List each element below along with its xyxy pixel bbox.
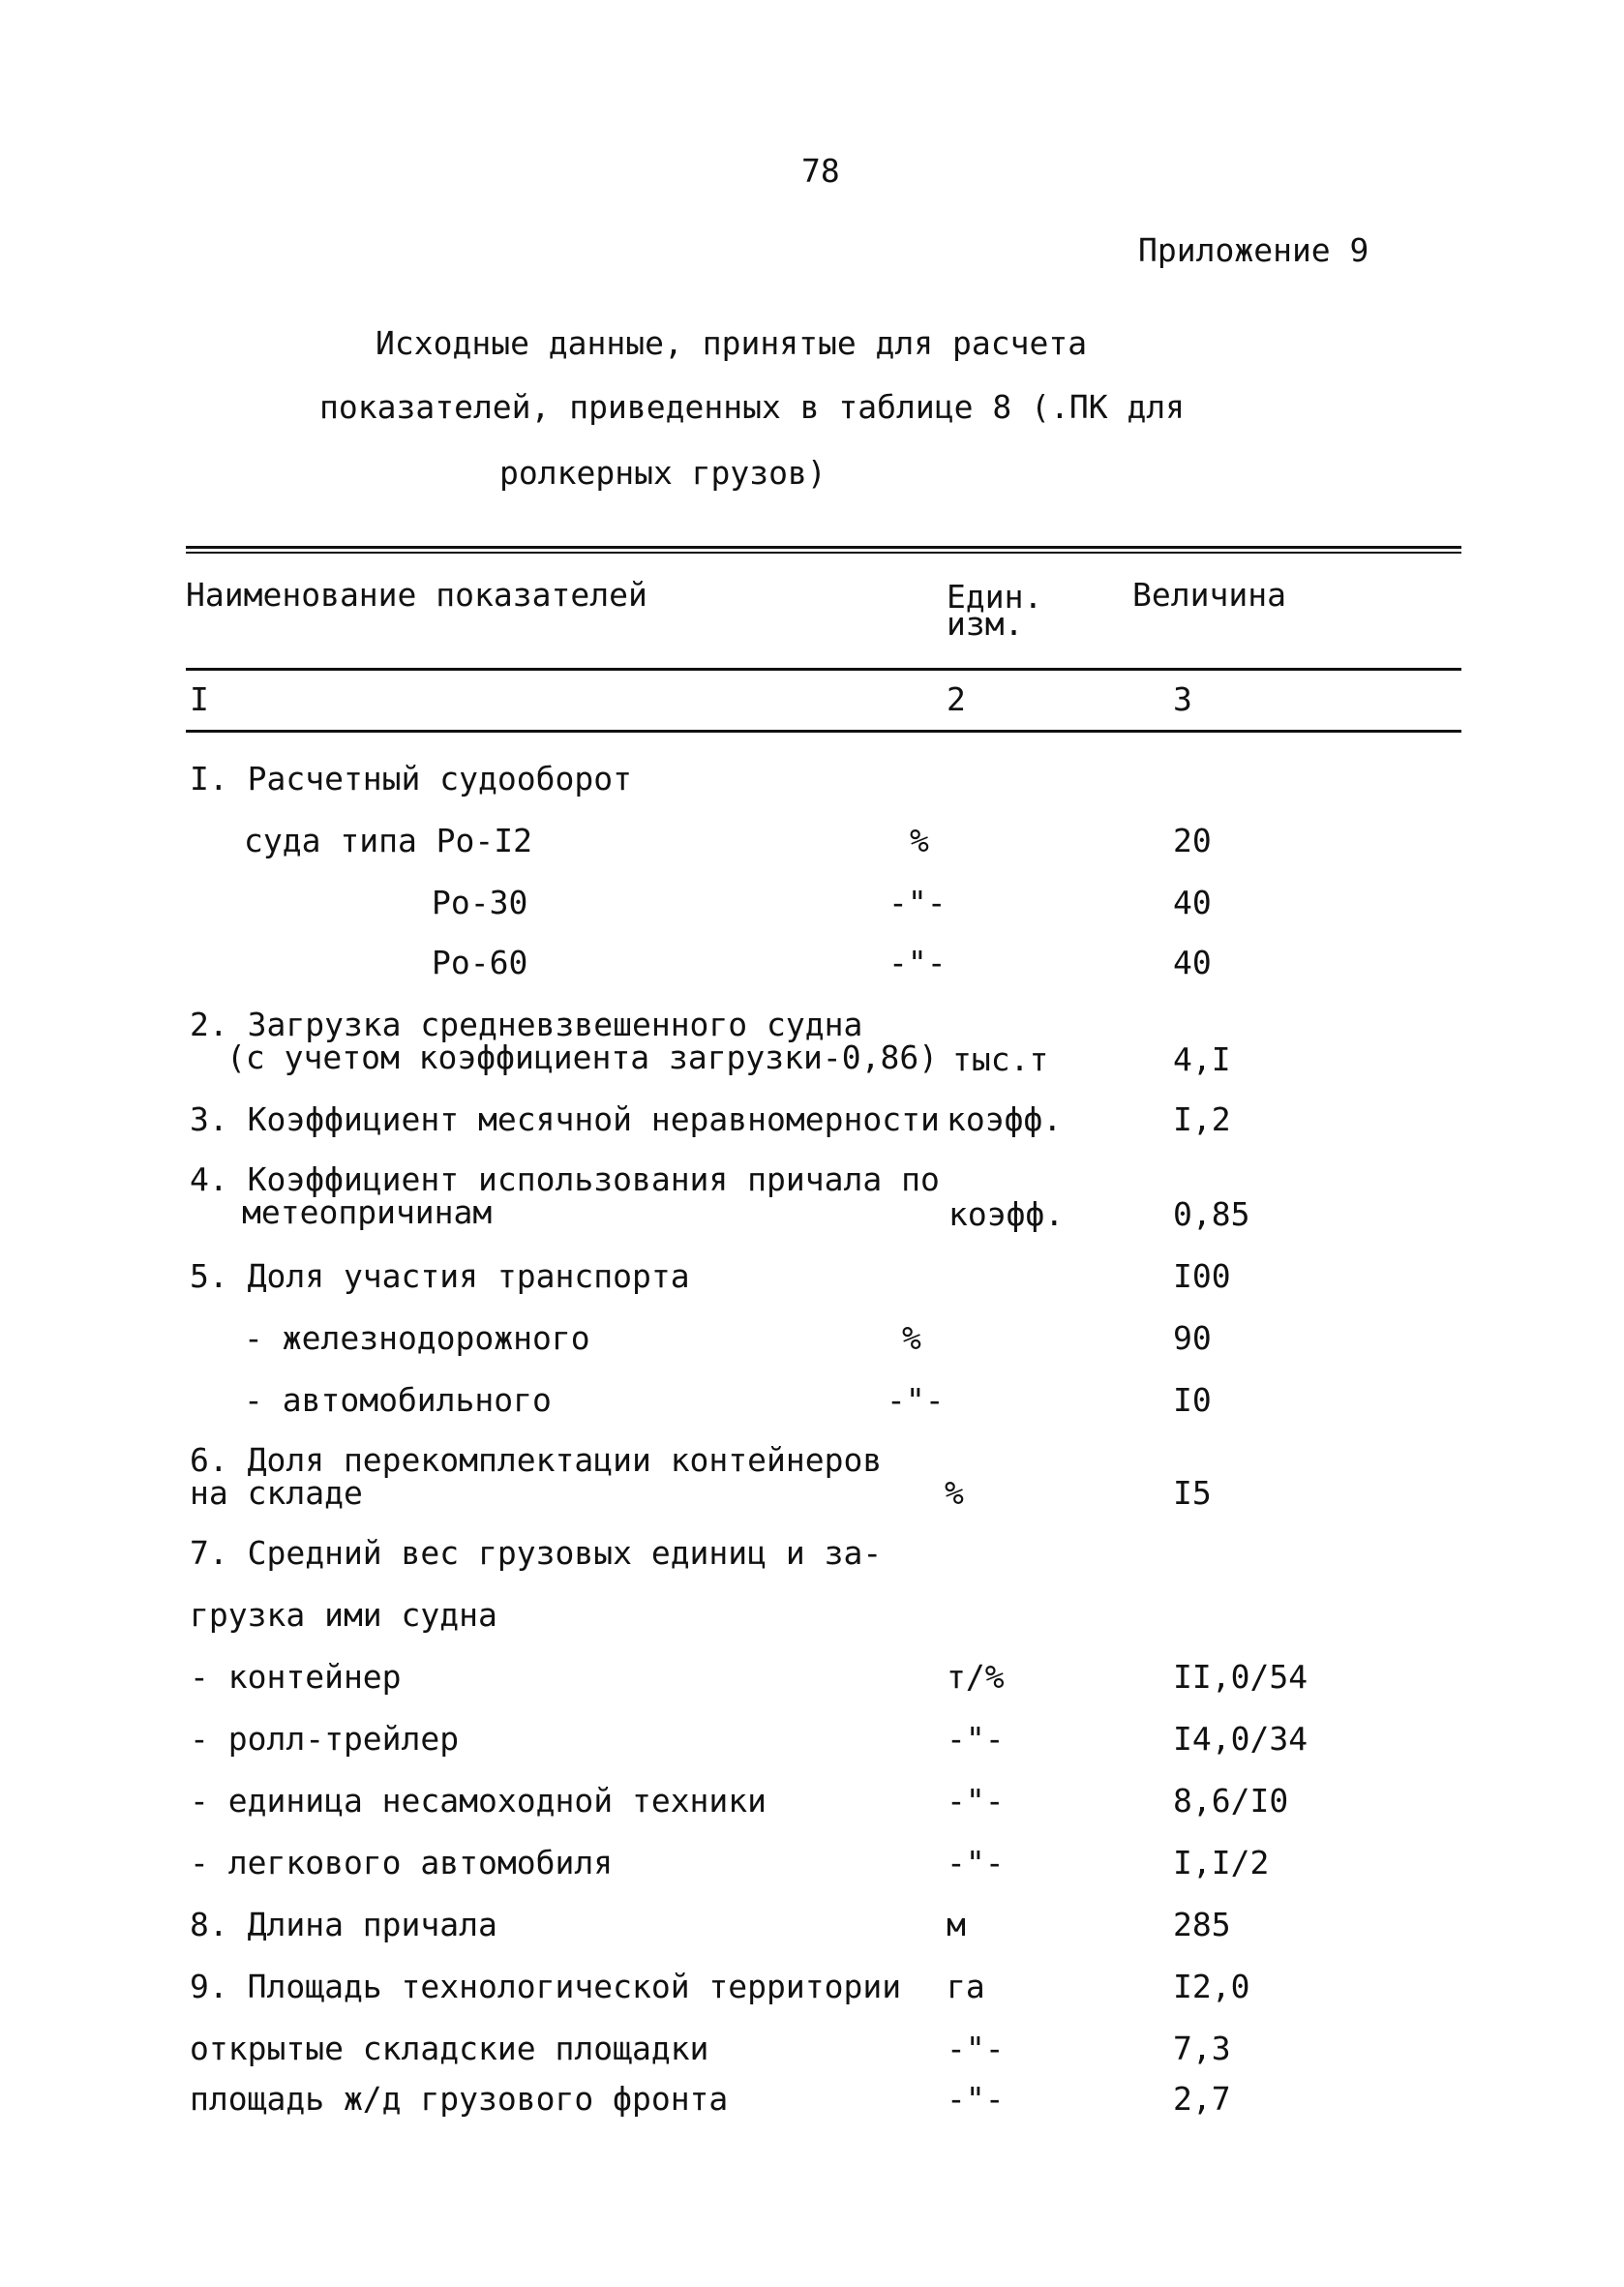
header-unit-line2: изм. xyxy=(947,605,1024,643)
row-9-unit: % xyxy=(902,1319,921,1357)
row-17-unit: -"- xyxy=(947,1844,1005,1881)
row-11-name-line2: на складе xyxy=(190,1474,363,1512)
title-line-1: Исходные данные, принятые для расчета xyxy=(376,324,1088,362)
row-15-value: I4,0/34 xyxy=(1173,1720,1308,1758)
row-21-name: площадь ж/д грузового фронта xyxy=(190,2080,729,2118)
row-4-name: Ро-60 xyxy=(432,944,528,981)
row-1-name: I. Расчетный судооборот xyxy=(190,760,632,797)
row-17-name: - легкового автомобиля xyxy=(190,1844,614,1881)
row-7-name: 4. Коэффициент использования причала по xyxy=(190,1160,940,1198)
row-19-value: I2,0 xyxy=(1173,1968,1250,2005)
row-16-name: - единица несамоходной техники xyxy=(190,1782,767,1820)
row-5-value: 4,I xyxy=(1173,1040,1231,1078)
row-2-unit: % xyxy=(910,822,929,859)
row-10-unit: -"- xyxy=(887,1381,945,1419)
row-4-value: 40 xyxy=(1173,944,1212,981)
row-18-unit: м xyxy=(947,1906,966,1943)
col-number-bottom-rule xyxy=(186,730,1461,733)
row-4-unit: -"- xyxy=(888,944,947,981)
row-18-name: 8. Длина причала xyxy=(190,1906,497,1943)
row-9-name: - железнодорожного xyxy=(244,1319,590,1357)
row-3-name: Ро-30 xyxy=(432,884,528,921)
row-5-name: 2. Загрузка средневзвешенного судна xyxy=(190,1006,863,1043)
row-5-unit: тыс.т xyxy=(952,1040,1049,1078)
row-5-name-line2: (с учетом коэффициента загрузки-0,86) xyxy=(226,1038,939,1076)
header-value: Величина xyxy=(1132,576,1286,614)
row-11-value: I5 xyxy=(1173,1474,1212,1512)
row-19-name: 9. Площадь технологической территории xyxy=(190,1968,902,2005)
row-6-unit: коэфф. xyxy=(947,1100,1063,1138)
row-11-name: 6. Доля перекомплектации контейнеров xyxy=(190,1441,883,1479)
row-15-unit: -"- xyxy=(947,1720,1005,1758)
row-20-value: 7,3 xyxy=(1173,2030,1231,2067)
title-line-3: ролкерных грузов) xyxy=(499,454,827,492)
row-14-unit: т/% xyxy=(947,1658,1005,1696)
row-6-value: I,2 xyxy=(1173,1100,1231,1138)
header-unit-line1: Един. xyxy=(947,578,1043,616)
header-bottom-rule xyxy=(186,668,1461,671)
col-number-1: I xyxy=(190,680,209,718)
row-6-name: 3. Коэффициент месячной неравномерности xyxy=(190,1100,940,1138)
col-number-2: 2 xyxy=(947,680,966,718)
row-14-name: - контейнер xyxy=(190,1658,402,1696)
row-9-value: 90 xyxy=(1173,1319,1212,1357)
row-21-unit: -"- xyxy=(947,2080,1005,2118)
row-12-name: 7. Средний вес грузовых единиц и за- xyxy=(190,1534,883,1572)
header-name: Наименование показателей xyxy=(186,576,647,614)
row-10-value: I0 xyxy=(1173,1381,1212,1419)
row-17-value: I,I/2 xyxy=(1173,1844,1270,1881)
row-11-unit: % xyxy=(945,1474,964,1512)
page-number: 78 xyxy=(801,152,840,190)
col-number-3: 3 xyxy=(1173,680,1192,718)
row-7-value: 0,85 xyxy=(1173,1195,1250,1233)
row-14-value: II,0/54 xyxy=(1173,1658,1308,1696)
row-15-name: - ролл-трейлер xyxy=(190,1720,460,1758)
row-7-name-line2: метеопричинам xyxy=(242,1193,493,1231)
row-20-name: открытые складские площадки xyxy=(190,2030,709,2067)
row-3-unit: -"- xyxy=(888,884,947,921)
table-top-rule xyxy=(186,546,1461,549)
row-16-unit: -"- xyxy=(947,1782,1005,1820)
row-8-value: I00 xyxy=(1173,1257,1231,1295)
row-19-unit: га xyxy=(947,1968,985,2005)
row-10-name: - автомобильного xyxy=(244,1381,552,1419)
row-8-name: 5. Доля участия транспорта xyxy=(190,1257,690,1295)
table-top-rule-inner xyxy=(186,552,1461,554)
appendix-label: Приложение 9 xyxy=(1138,231,1369,269)
row-18-value: 285 xyxy=(1173,1906,1231,1943)
row-2-name: суда типа Ро-I2 xyxy=(244,822,533,859)
row-7-unit: коэфф. xyxy=(948,1195,1065,1233)
row-16-value: 8,6/I0 xyxy=(1173,1782,1289,1820)
row-3-value: 40 xyxy=(1173,884,1212,921)
row-21-value: 2,7 xyxy=(1173,2080,1231,2118)
row-20-unit: -"- xyxy=(947,2030,1005,2067)
row-2-value: 20 xyxy=(1173,822,1212,859)
row-13-name: грузка ими судна xyxy=(190,1596,497,1634)
title-line-2: показателей, приведенных в таблице 8 (.ПК для xyxy=(319,388,1186,426)
